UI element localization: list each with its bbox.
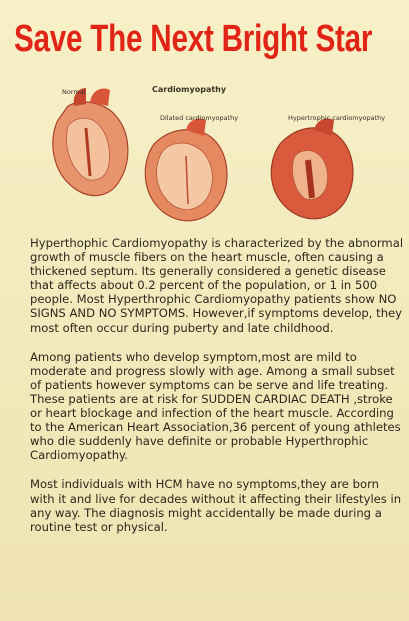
paragraph-3: Most individuals with HCM have no symptoms,they are born with it and live for decades without it affecting their lifestyles in any way. The diagnosis might accidentally be made during a routine test or physical. bbox=[30, 477, 402, 534]
normal-heart-illustration bbox=[53, 88, 128, 196]
dilated-heart-illustration bbox=[145, 118, 227, 220]
normal-label: Normal bbox=[62, 88, 86, 96]
hypertrophic-heart-illustration bbox=[271, 118, 353, 218]
heart-diagram-svg bbox=[38, 80, 400, 230]
poster-title: Save The Next Bright Star bbox=[14, 18, 373, 60]
paragraph-2: Among patients who develop symptom,most are mild to moderate and progress slowly with age. Among a small subset of patients however symptoms can be serve and life treating. These patients are at risk for SUDDEN CARDIAC DEATH ,stroke or heart blockage and infection of the heart muscle. According to the American Heart Association,36 percent of young athletes who die suddenly have definite or probable Hyperthrophic Cardiomyopathy. bbox=[30, 349, 401, 463]
cardiomyopathy-label: Cardiomyopathy bbox=[152, 85, 227, 94]
dilated-label: Dilated cardiomyopathy bbox=[160, 114, 239, 122]
article-body bbox=[30, 236, 406, 549]
paragraph-1: Hyperthophic Cardiomyopathy is characterized by the abnormal growth of muscle fibers on the heart muscle, often causing a thickened septum. Its generally considered a genetic disease that affects about 0.2 percent of the population, or 1 in 500 people. Most Hyperthrophic Cardiomyopathy patients show NO SIGNS AND NO SYMPTOMS. However,if symptoms develop, they most often occur during puberty and late childhood. bbox=[30, 236, 404, 335]
heart-diagram bbox=[38, 80, 400, 230]
hypertrophic-label: Hypertrophic cardiomyopathy bbox=[288, 114, 386, 122]
